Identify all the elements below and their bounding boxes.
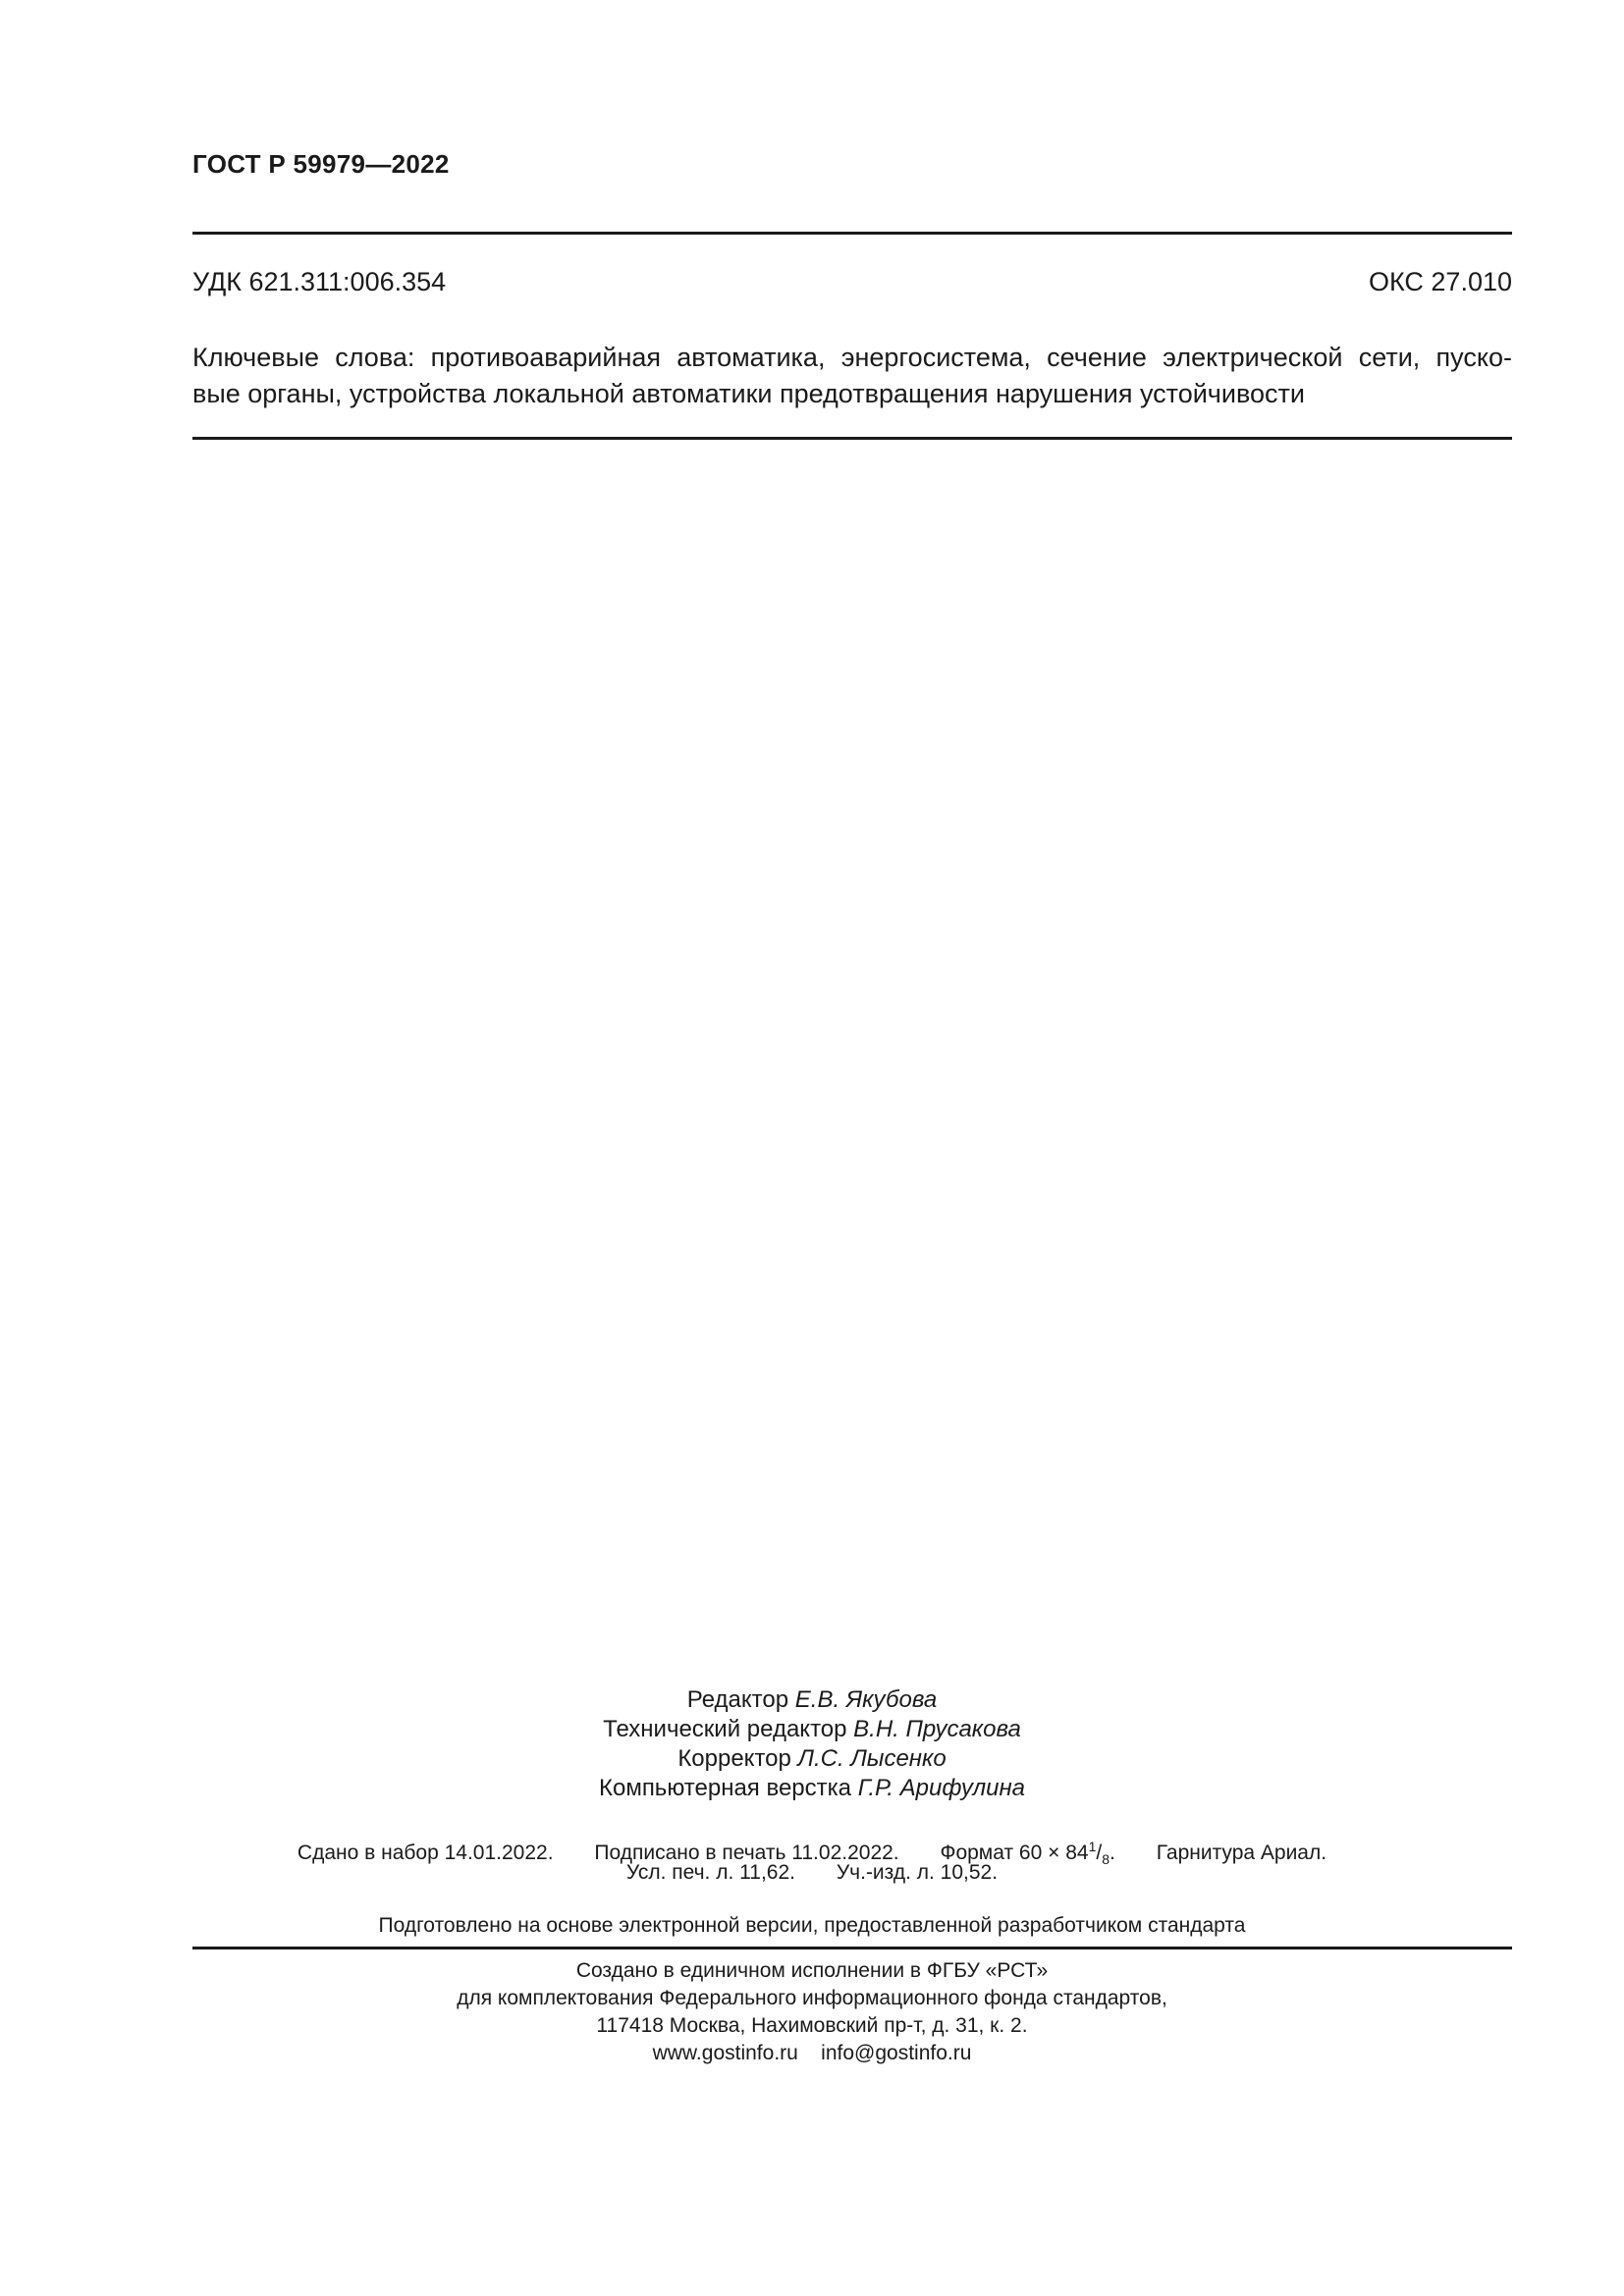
udk-code: УДК 621.311:006.354 xyxy=(192,267,447,296)
layout-name: Г.Р. Арифулина xyxy=(857,1775,1026,1801)
editor-label: Редактор xyxy=(686,1686,789,1713)
editor-name: Е.В. Якубова xyxy=(794,1686,938,1713)
layout-label: Компьютерная верстка xyxy=(598,1775,852,1801)
keywords-block xyxy=(192,340,1512,412)
tech-editor-label: Технический редактор xyxy=(603,1716,847,1742)
prepared-note: Подготовлено на основе электронной версии, предоставленной разработчиком стандарта xyxy=(378,1914,1246,1937)
footer-line-3: 117418 Москва, Нахимовский пр-т, д. 31, к. 2. xyxy=(596,2014,1028,2037)
publishing-sheets: Уч.-изд. л. 10,52. xyxy=(836,1861,999,1884)
footer-block xyxy=(0,1957,1624,2067)
corrector-line xyxy=(0,1744,1624,1774)
corrector-label: Корректор xyxy=(677,1745,791,1772)
credits-block xyxy=(0,1685,1624,1803)
signed-date: Подписано в печать 11.02.2022. xyxy=(594,1842,899,1864)
website-link[interactable]: www.gostinfo.ru xyxy=(652,2042,798,2064)
layout-line xyxy=(0,1774,1624,1803)
corrector-name: Л.С. Лысенко xyxy=(797,1745,947,1772)
tech-editor-name: В.Н. Прусакова xyxy=(853,1716,1021,1742)
submitted-date: Сдано в набор 14.01.2022. xyxy=(297,1842,554,1864)
footer-contacts xyxy=(0,2040,1624,2067)
keywords-line-2: вые органы, устройства локальной автоматики предотвращения нарушения устойчивости xyxy=(192,379,1305,408)
footer-line-1: Создано в единичном исполнении в ФГБУ «РСТ» xyxy=(575,1959,1049,1982)
oks-code: ОКС 27.010 xyxy=(1368,267,1512,296)
print-sheets: Усл. печ. л. 11,62. xyxy=(625,1861,795,1884)
editor-line xyxy=(0,1685,1624,1715)
paper-format: Формат $60 \times 84^1/_8$. xyxy=(940,1839,1115,1868)
document-code: ГОСТ Р 59979—2022 xyxy=(192,149,450,179)
tech-editor-line xyxy=(0,1715,1624,1744)
typeface: Гарнитура Ариал. xyxy=(1156,1842,1327,1864)
keywords-line-1: Ключевые слова: противоаварийная автоматика, энергосистема, сечение электрической сети, пуско- xyxy=(192,343,1512,372)
footer-line-2: для комплектования Федерального информационного фонда стандартов, xyxy=(457,1987,1167,2009)
top-divider xyxy=(192,232,1512,235)
keywords-divider xyxy=(192,437,1512,440)
imprint-line-2 xyxy=(0,1858,1624,1888)
email-link[interactable]: info@gostinfo.ru xyxy=(821,2042,972,2064)
footer-divider xyxy=(192,1947,1512,1949)
